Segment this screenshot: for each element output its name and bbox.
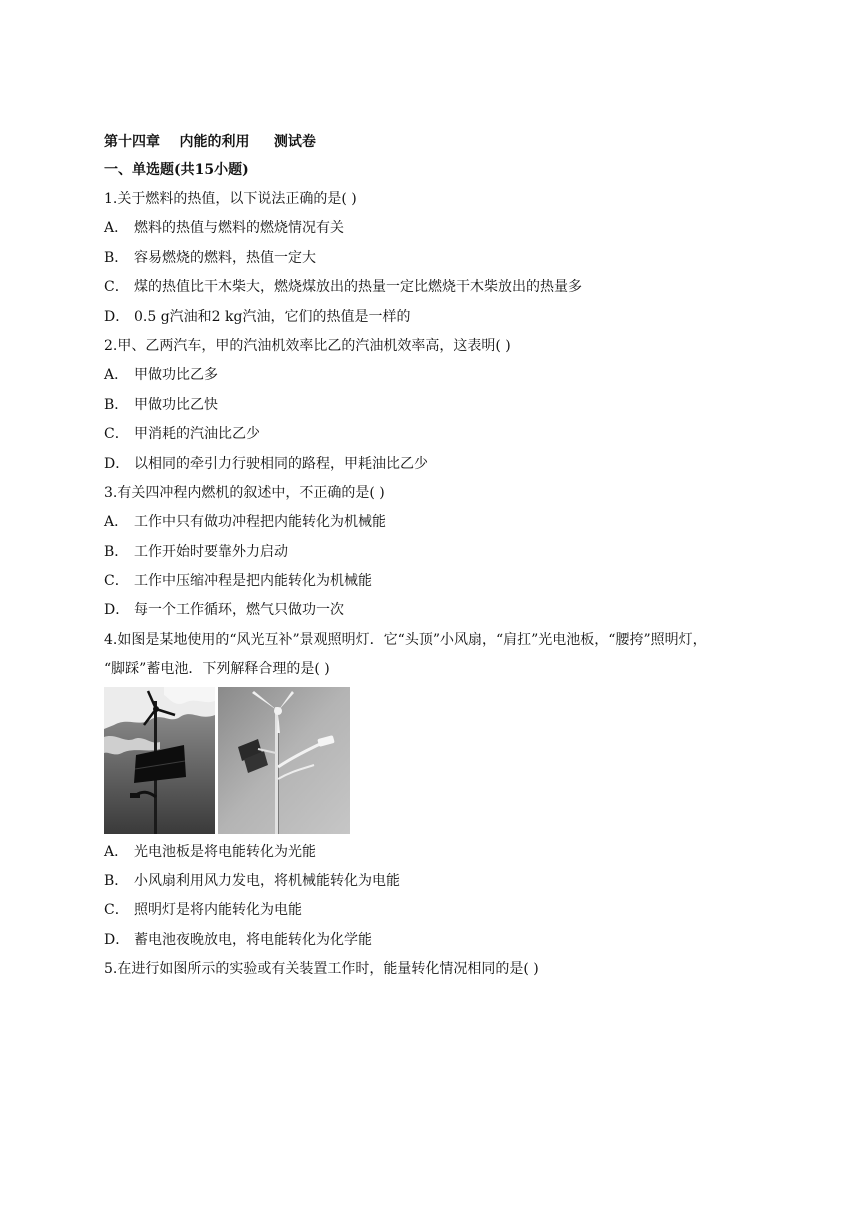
question-3-stem: 3.有关四冲程内燃机的叙述中，不正确的是( ) [104,484,385,501]
question-3-option-c [104,567,784,596]
question-4-stem-line-2: “脚踩”蓄电池．下列解释合理的是( ) [104,661,330,678]
option-letter: A． [104,367,129,384]
question-1-option-c [104,273,784,302]
question-4-option-d [104,926,784,955]
option-text: 工作中压缩冲程是把内能转化为机械能 [134,573,372,590]
option-letter: D． [104,931,130,948]
option-letter: D． [104,308,130,325]
question-4-option-b [104,867,784,896]
option-text: 煤的热值比干木柴大，燃烧煤放出的热量一定比燃烧干木柴放出的热量多 [134,279,582,296]
question-2-stem: 2.甲、乙两汽车，甲的汽油机效率比乙的汽油机效率高，这表明( ) [104,337,511,354]
question-2-option-d [104,450,784,479]
streetlight-photo-left [104,687,215,834]
option-text: 每一个工作循环，燃气只做功一次 [134,602,344,619]
option-letter: B． [104,396,129,413]
option-text: 蓄电池夜晚放电，将电能转化为化学能 [134,931,372,948]
option-letter: B． [104,873,129,890]
question-1-stem: 1.关于燃料的热值，以下说法正确的是( ) [104,191,357,207]
option-text: 以相同的牵引力行驶相同的路程，甲耗油比乙少 [134,455,428,472]
option-letter: C． [104,573,129,590]
option-text: 工作开始时要靠外力启动 [134,543,288,560]
question-3-option-b [104,538,784,567]
option-text: 甲做功比乙快 [134,396,218,413]
question-4-option-a [104,838,784,867]
question-3-option-d [104,596,784,625]
question-4-stem-line-1: 4.如图是某地使用的“风光互补”景观照明灯．它“头顶”小风扇，“肩扛”光电池板，“腰挎”照明灯， [104,631,707,648]
option-letter: B． [104,543,129,560]
question-3-option-a [104,508,784,537]
option-text: 燃料的热值与燃料的燃烧情况有关 [134,220,344,237]
option-letter: A． [104,843,129,860]
question-1-option-a [104,214,784,243]
question-2-option-b [104,391,784,420]
option-text: 容易燃烧的燃料，热值一定大 [134,249,316,266]
option-letter: C． [104,426,129,443]
question-1-option-b [104,244,784,273]
option-text: 0.5 g汽油和2 kg汽油，它们的热值是一样的 [134,308,411,325]
option-text: 甲消耗的汽油比乙少 [134,426,260,443]
question-2-option-a [104,361,784,390]
streetlight-photo-right [218,687,350,834]
option-letter: D． [104,455,130,472]
option-letter: C． [104,902,129,919]
option-text: 甲做功比乙多 [134,367,218,384]
chapter-title: 第十四章 内能的利用 测试卷 [104,134,316,150]
option-letter: A． [104,514,129,531]
section-heading: 一、单选题(共15小题) [104,162,249,178]
option-text: 小风扇利用风力发电，将机械能转化为电能 [134,873,400,890]
option-text: 工作中只有做功冲程把内能转化为机械能 [134,514,386,531]
document-page [104,128,784,985]
option-letter: D． [104,602,130,619]
question-5-stem: 5.在进行如图所示的实验或有关装置工作时，能量转化情况相同的是( ) [104,961,539,978]
option-text: 照明灯是将内能转化为电能 [134,902,302,919]
option-text: 光电池板是将电能转化为光能 [134,843,316,860]
option-letter: B． [104,249,129,266]
option-letter: C． [104,279,129,296]
question-1-option-d [104,303,784,332]
question-4-option-c [104,896,784,925]
question-4-figure [104,687,784,834]
question-2-option-c [104,420,784,449]
option-letter: A． [104,220,129,237]
